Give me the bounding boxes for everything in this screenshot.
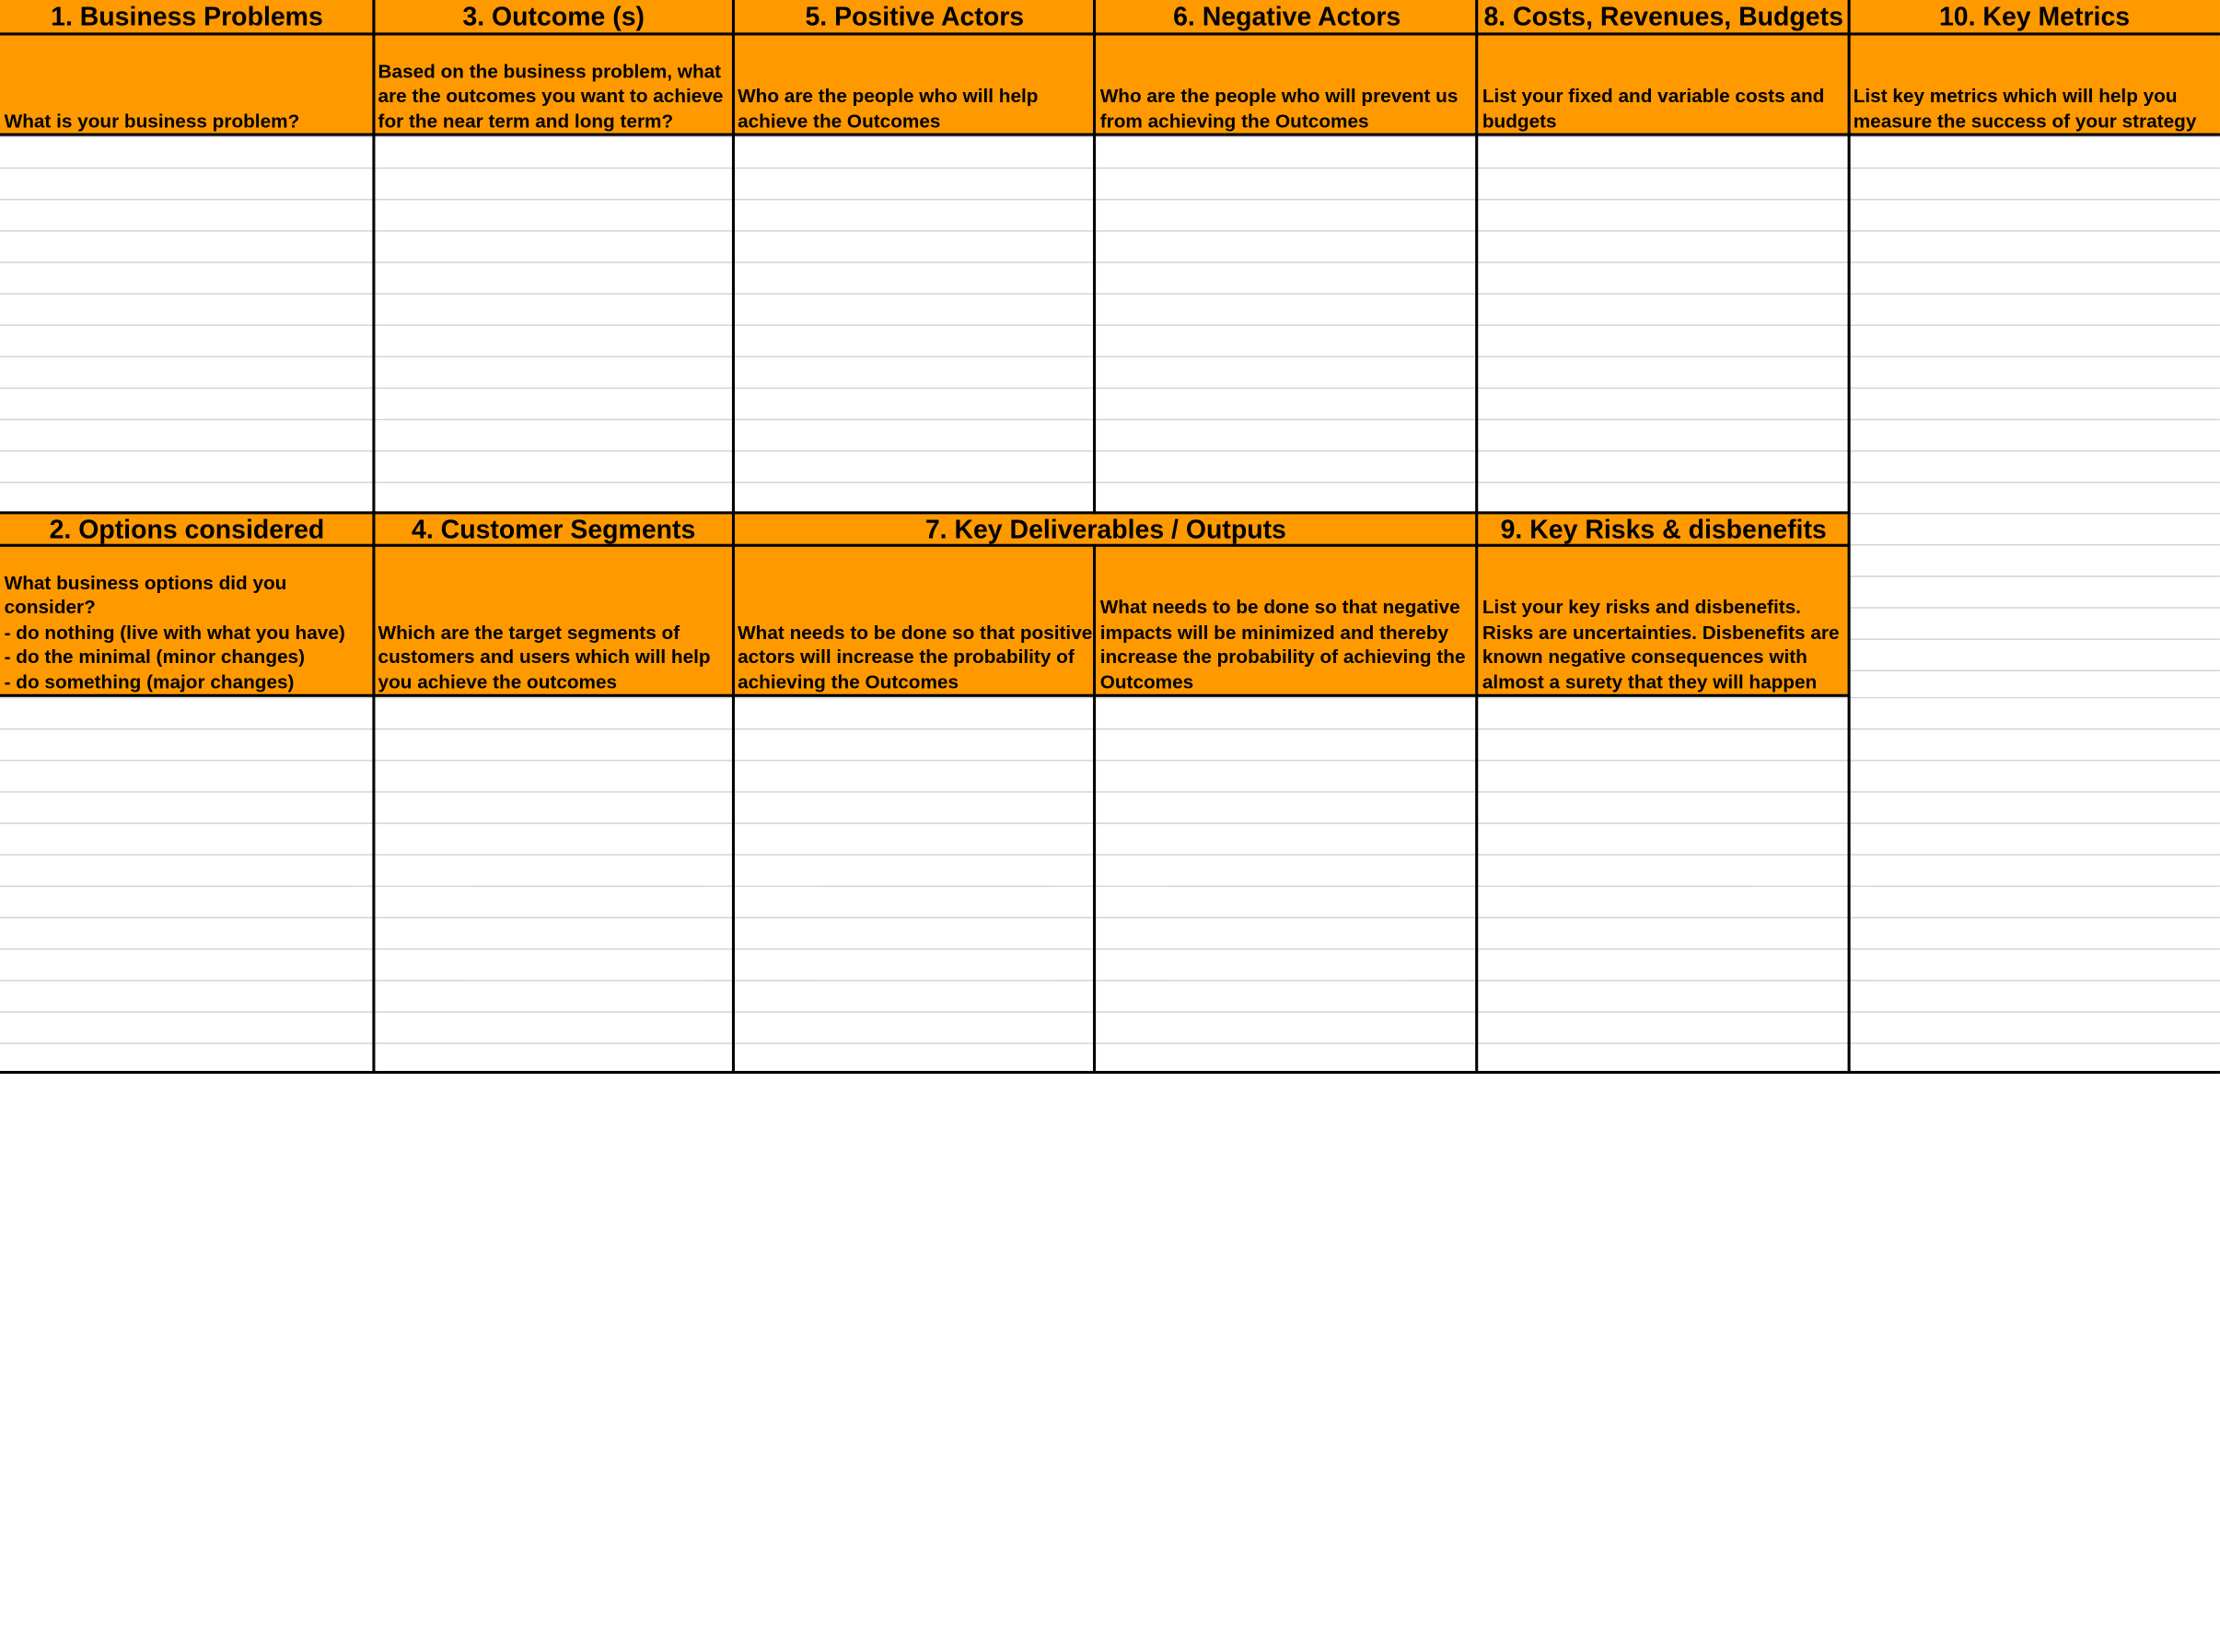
header-customer-segments[interactable]: 4. Customer Segments <box>374 514 734 545</box>
header-positive-actors[interactable]: 5. Positive Actors <box>733 0 1096 34</box>
description-outcomes[interactable]: Based on the business problem, what are the outcomes you want to achieve for the near term and long term? <box>374 34 734 134</box>
cells-area-bottom[interactable] <box>0 697 2220 1074</box>
header-outcomes[interactable]: 3. Outcome (s) <box>374 0 734 34</box>
header-key-deliverables[interactable]: 7. Key Deliverables / Outputs <box>733 514 1478 545</box>
description-negative-actors[interactable]: Who are the people who will prevent us from achieving the Outcomes <box>1096 34 1478 134</box>
description-key-risks[interactable]: List your key risks and disbenefits. Risks are uncertainties. Disbenefits are known negative consequences with almost a surety that they will happen <box>1478 545 1849 695</box>
description-options-considered[interactable]: What business options did you consider? - do nothing (live with what you have) - do the minimal (minor changes) - do something (major changes) <box>0 545 374 695</box>
header-key-metrics[interactable]: 10. Key Metrics <box>1849 0 2220 34</box>
border-col-4 <box>1475 0 1478 1074</box>
description-deliverables-negative[interactable]: What needs to be done so that negative impacts will be minimized and thereby increase the probability of achieving the Outcomes <box>1096 545 1478 695</box>
border-col-2 <box>732 0 735 1074</box>
description-customer-segments[interactable]: Which are the target segments of customers and users which will help you achieve the outcomes <box>374 545 734 695</box>
header-costs-revenues-budgets[interactable]: 8. Costs, Revenues, Budgets <box>1478 0 1849 34</box>
border-top-header-bottom <box>0 32 2220 35</box>
header-negative-actors[interactable]: 6. Negative Actors <box>1096 0 1478 34</box>
border-section-divider <box>0 511 1849 514</box>
border-col-5 <box>1848 0 1851 1074</box>
description-positive-actors[interactable]: Who are the people who will help achieve the Outcomes <box>733 34 1096 134</box>
description-deliverables-positive[interactable]: What needs to be done so that positive actors will increase the probability of achieving the Outcomes <box>733 545 1096 695</box>
border-col-1 <box>372 0 375 1074</box>
description-key-metrics[interactable]: List key metrics which will help you measure the success of your strategy <box>1849 34 2220 134</box>
cells-area-top[interactable] <box>0 136 2220 513</box>
header-options-considered[interactable]: 2. Options considered <box>0 514 374 545</box>
header-key-risks[interactable]: 9. Key Risks & disbenefits <box>1478 514 1849 545</box>
cells-area-key-metrics[interactable] <box>1849 513 2220 697</box>
header-business-problems[interactable]: 1. Business Problems <box>0 0 374 34</box>
border-bottom-header-bottom <box>0 544 1849 547</box>
border-col-3-bottom <box>1093 545 1096 1074</box>
description-business-problems[interactable]: What is your business problem? <box>0 34 374 134</box>
border-bottom-description-bottom <box>0 694 1849 697</box>
description-costs-revenues-budgets[interactable]: List your fixed and variable costs and budgets <box>1478 34 1849 134</box>
border-col-3-top <box>1093 0 1096 514</box>
border-top-description-bottom <box>0 134 2220 136</box>
